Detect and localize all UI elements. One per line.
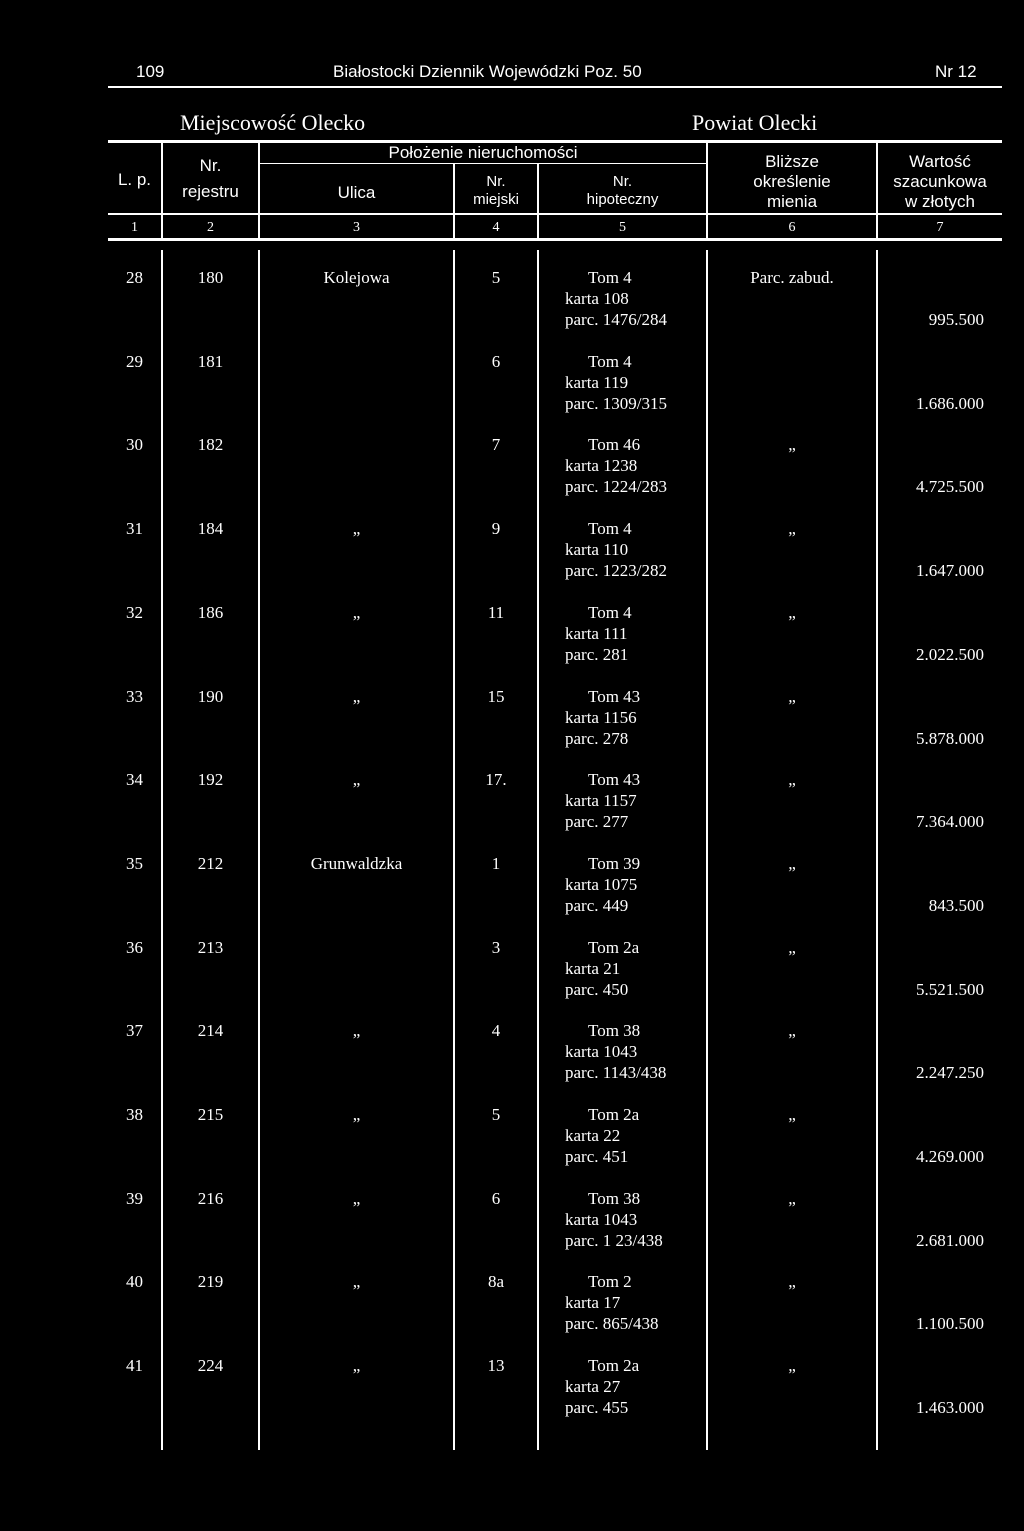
cell-rejestr: 215 [197,1105,224,1124]
cell-karta: karta 108 [565,289,629,308]
cell-rejestr: 224 [197,1356,224,1375]
cell-nr: 5 [491,268,501,287]
cell-parc: parc. 1309/315 [565,394,667,413]
cell-wartosc: 843.500 [928,896,984,915]
header-nr-rejestru [163,156,258,202]
cell-ulica: „ [352,1105,361,1124]
cell-rejestr: 186 [197,603,224,622]
cell-nr: 8a [487,1272,505,1291]
cell-wartosc: 4.725.500 [916,477,984,496]
cell-tom: Tom 2a [588,938,640,957]
body-divider [706,250,708,1450]
cell-opis: Parc. zabud. [750,268,834,287]
column-number: 7 [936,220,944,235]
cell-lp: 34 [126,770,143,789]
cell-rejestr: 214 [197,1021,224,1040]
cell-parc: parc. 451 [565,1147,629,1166]
header-nr-miejski-line2: miejski [473,191,519,208]
header-rule [108,86,1002,88]
cell-nr: 3 [491,938,501,957]
header-nr-miejski-line1: Nr. [486,173,506,190]
cell-parc: parc. 1223/282 [565,561,667,580]
header-polozenie: Położenie nieruchomości [388,143,578,162]
cell-wartosc: 1.647.000 [916,561,984,580]
cell-rejestr: 219 [197,1272,224,1291]
cell-opis: „ [788,519,796,538]
cell-wartosc: 7.364.000 [916,812,984,831]
cell-lp: 33 [126,687,143,706]
cell-karta: karta 1238 [565,456,638,475]
cell-tom: Tom 4 [588,352,632,371]
body-divider [161,250,163,1450]
header-blizsze-line3: mienia [766,192,818,211]
cell-nr: 6 [491,1189,501,1208]
cell-lp: 29 [126,352,143,371]
body-divider [876,250,878,1450]
cell-nr: 13 [487,1356,505,1375]
cell-ulica: „ [352,1272,361,1291]
cell-nr: 5 [491,1105,501,1124]
cell-karta: karta 1043 [565,1210,638,1229]
cell-opis: „ [788,1189,796,1208]
cell-tom: Tom 2a [588,1356,640,1375]
header-wartosc [878,152,1002,212]
header-wartosc-line3: w złotych [905,192,975,211]
column-number: 5 [619,220,626,235]
cell-lp: 30 [126,435,143,454]
cell-karta: karta 1157 [565,791,637,810]
cell-lp: 38 [126,1105,143,1124]
cell-ulica: „ [352,1021,361,1040]
cell-tom: Tom 4 [588,268,632,287]
cell-wartosc: 2.247.250 [916,1063,984,1082]
cell-parc: parc. 1476/284 [565,310,667,329]
cell-opis: „ [788,1272,796,1291]
cell-parc: parc. 277 [565,812,629,831]
cell-nr: 6 [491,352,501,371]
cell-ulica: „ [352,687,361,706]
header-wartosc-line2: szacunkowa [893,172,987,191]
cell-parc: parc. 278 [565,729,629,748]
cell-rejestr: 180 [197,268,224,287]
cell-ulica: „ [352,1189,361,1208]
column-number: 6 [788,220,796,235]
cell-wartosc: 1.100.500 [916,1314,984,1333]
cell-opis: „ [788,435,796,454]
cell-lp: 31 [126,519,143,538]
cell-rejestr: 192 [197,770,224,789]
cell-parc: parc. 455 [565,1398,629,1417]
cell-rejestr: 182 [197,435,224,454]
column-numbers-rule [108,238,1002,241]
column-number: 4 [492,220,500,235]
cell-parc: parc. 865/438 [565,1314,659,1333]
cell-wartosc: 995.500 [928,310,984,329]
body-divider [258,250,260,1450]
cell-rejestr: 212 [197,854,224,873]
cell-karta: karta 22 [565,1126,621,1145]
cell-tom: Tom 38 [588,1021,641,1040]
cell-tom: Tom 38 [588,1189,641,1208]
cell-wartosc: 2.022.500 [916,645,984,664]
cell-rejestr: 184 [197,519,224,538]
cell-tom: Tom 4 [588,519,632,538]
cell-nr: 9 [491,519,501,538]
header-wartosc-line1: Wartość [909,152,971,171]
header-blizsze-line2: określenie [753,172,831,191]
cell-opis: „ [788,687,796,706]
cell-tom: Tom 43 [588,687,641,706]
header-bottom-rule [108,213,1002,215]
cell-opis: „ [788,603,796,622]
body-divider [453,250,455,1450]
cell-lp: 32 [126,603,143,622]
cell-lp: 37 [126,1021,143,1040]
cell-wartosc: 1.686.000 [916,394,984,413]
cell-wartosc: 2.681.000 [916,1231,984,1250]
journal-title: Białostocki Dziennik Wojewódzki Poz. 50 [333,62,642,81]
cell-ulica: Kolejowa [323,268,390,287]
cell-karta: karta 110 [565,540,629,559]
cell-opis: „ [788,1105,796,1124]
locality: Miejscowość Olecko [180,110,366,135]
cell-nr: 11 [487,603,505,622]
cell-karta: karta 1075 [565,875,638,894]
cell-wartosc: 5.878.000 [916,729,984,748]
polozenie-rule [260,163,706,164]
cell-nr: 17. [485,770,507,789]
cell-lp: 36 [126,938,143,957]
cell-tom: Tom 43 [588,770,641,789]
header-nr-rejestru-line2: rejestru [182,182,239,201]
header-nr-hipoteczny-line1: Nr. [612,173,633,190]
header-lp: L. p. [117,170,152,189]
cell-tom: Tom 4 [588,603,632,622]
cell-karta: karta 111 [565,624,628,643]
cell-lp: 35 [126,854,143,873]
cell-rejestr: 213 [197,938,224,957]
cell-wartosc: 5.521.500 [916,980,984,999]
cell-opis: „ [788,770,796,789]
cell-opis: „ [788,1021,796,1040]
cell-wartosc: 4.269.000 [916,1147,984,1166]
header-nr-hipoteczny [539,173,706,209]
cell-lp: 28 [126,268,143,287]
cell-ulica: „ [352,770,361,789]
cell-wartosc: 1.463.000 [916,1398,984,1417]
cell-tom: Tom 39 [588,854,641,873]
cell-nr: 7 [491,435,501,454]
cell-rejestr: 216 [197,1189,224,1208]
cell-nr: 15 [487,687,505,706]
cell-lp: 39 [126,1189,143,1208]
cell-karta: karta 1043 [565,1042,638,1061]
header-ulica: Ulica [337,183,376,202]
cell-karta: karta 27 [565,1377,621,1396]
cell-ulica: „ [352,603,361,622]
cell-tom: Tom 46 [588,435,641,454]
cell-parc: parc. 1143/438 [565,1063,667,1082]
cell-opis: „ [788,938,796,957]
body-divider [537,250,539,1450]
cell-karta: karta 119 [565,373,629,392]
cell-opis: „ [788,854,796,873]
header-nr-rejestru-line1: Nr. [199,156,222,175]
issue-number: Nr 12 [935,62,977,81]
cell-parc: parc. 450 [565,980,629,999]
header-blizsze [708,152,876,212]
cell-nr: 1 [491,854,501,873]
column-number: 2 [207,220,214,235]
cell-rejestr: 190 [197,687,224,706]
cell-karta: karta 1156 [565,708,637,727]
cell-nr: 4 [491,1021,501,1040]
cell-karta: karta 17 [565,1293,621,1312]
cell-tom: Tom 2a [588,1105,640,1124]
district: Powiat Olecki [692,110,818,135]
column-number: 3 [353,220,360,235]
cell-lp: 41 [126,1356,143,1375]
cell-rejestr: 181 [197,352,224,371]
header-nr-miejski [455,173,537,209]
cell-karta: karta 21 [565,959,621,978]
cell-parc: parc. 449 [565,896,629,915]
header-blizsze-line1: Bliższe [765,152,819,171]
cell-tom: Tom 2 [588,1272,632,1291]
header-nr-hipoteczny-line2: hipoteczny [586,191,659,208]
cell-parc: parc. 281 [565,645,629,664]
cell-lp: 40 [126,1272,143,1291]
cell-ulica: „ [352,1356,361,1375]
cell-parc: parc. 1224/283 [565,477,667,496]
page-number: 109 [136,62,165,81]
cell-parc: parc. 1 23/438 [565,1231,663,1250]
cell-ulica: Grunwaldzka [310,854,403,873]
cell-ulica: „ [352,519,361,538]
column-number: 1 [131,220,138,235]
cell-opis: „ [788,1356,796,1375]
